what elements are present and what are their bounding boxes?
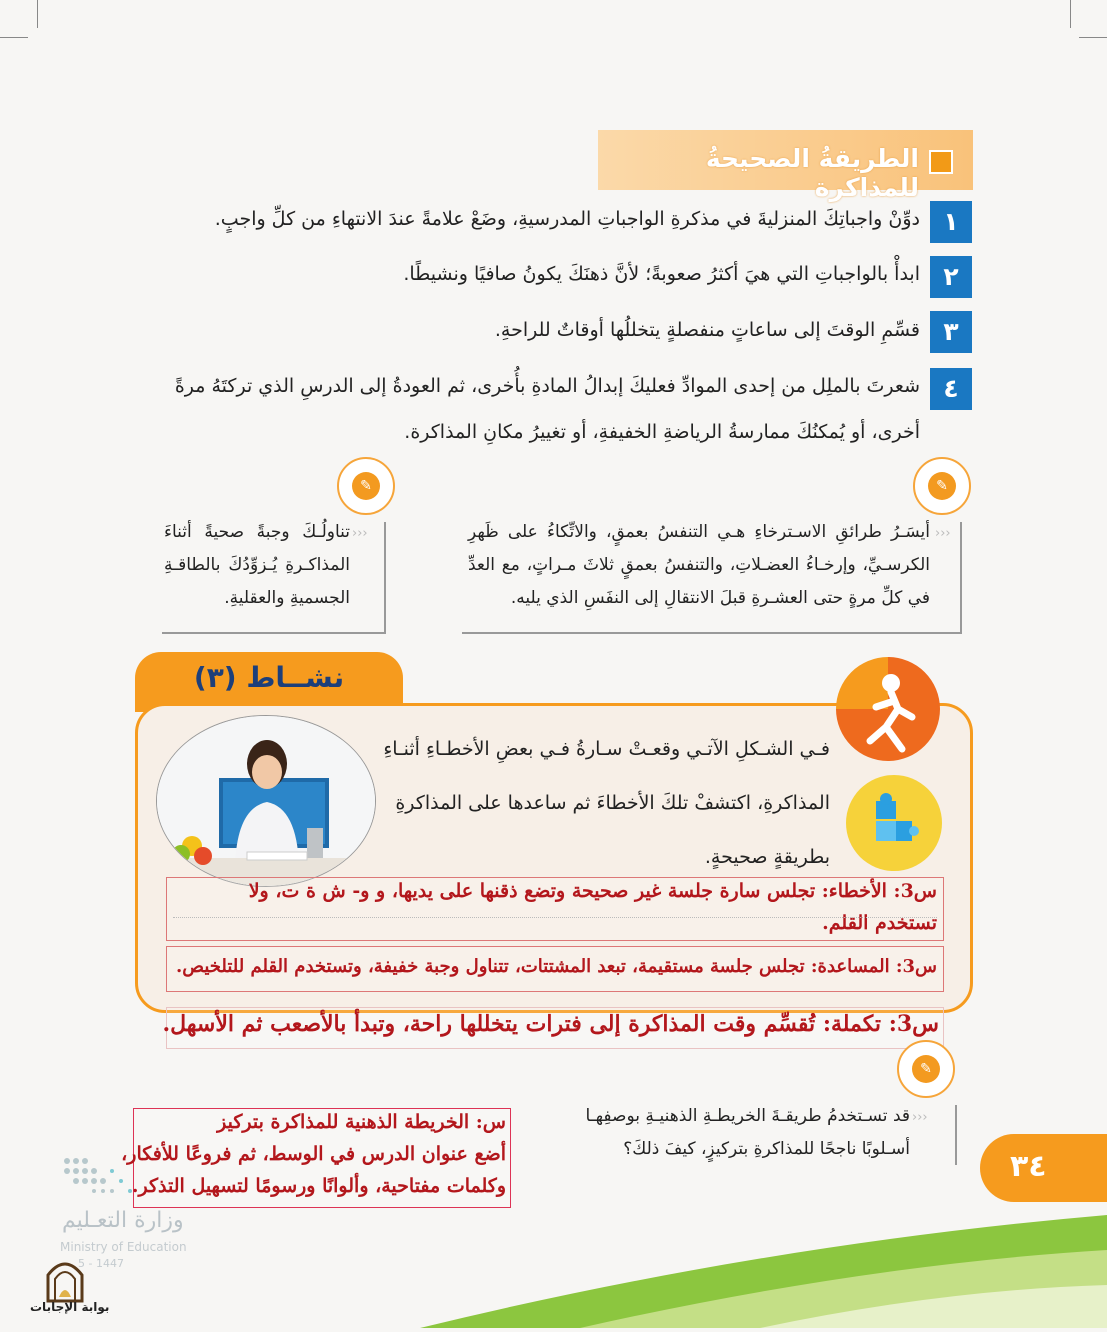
crop-mark [1070,0,1071,28]
tip-text-mindmap: قد تسـتخدمُ طريقـةَ الخريطـةِ الذهنيـةِ بوصفِهـا أسـلوبًا ناجحًا للمذاكرةِ بتركيزٍ، كيفَ ذلكَ؟ [585,1106,910,1159]
portal-label: بوابة الإجابات [30,1300,110,1314]
portal-logo-icon [44,1257,86,1303]
tip-arrows: ››› [352,526,368,541]
square-bullet-icon [929,150,953,174]
decorative-swoosh [380,1195,1107,1328]
answer-complete-label: س3: تكملة: [822,1011,939,1037]
tip-arrows: ››› [912,1110,928,1125]
answer-errors [166,877,944,941]
section-title: الطريقةُ الصحيحةُ للمذاكرة [705,144,919,202]
step-text-4-line2: أخرى، أو يُمكنُكَ ممارسةُ الرياضةِ الخفيفةِ، أو تغييرُ مكانِ المذاكرة. [404,421,920,443]
step-text-3: قسِّمِ الوقتَ إلى ساعاتٍ منفصلةٍ يتخللُها أوقاتٌ للراحةِ. [494,319,920,341]
step-number-4: ٤ [930,368,972,410]
answer-help [166,946,944,992]
step-number-2: ٢ [930,256,972,298]
ministry-name-english: Ministry of Education [60,1240,187,1254]
answer-mindmap-line3: وكلمات مفتاحية، وألوانًا ورسومًا لتسهيل التذكر. [131,1175,506,1197]
section-title-bar [598,130,973,202]
crop-mark [1079,37,1107,38]
answer-help-label: س3: المساعدة: [810,956,937,977]
answer-mindmap-line2: أضع عنوان الدرس في الوسط، ثم فروعًا للأفكار، [121,1143,506,1165]
step-number-1: ١ [930,201,972,243]
step-number-3: ٣ [930,311,972,353]
answer-mindmap [121,1108,511,1208]
puzzle-icon [846,775,942,871]
notepad-icon: ✎ [337,457,395,515]
page-number: ٣٤ [980,1134,1107,1202]
crop-mark [0,37,28,38]
answer-mindmap-line1: س: الخريطة الذهنية للمذاكرة بتركيز [217,1111,506,1133]
girl-studying-photo [156,715,376,887]
step-text-2: ابدأْ بالواجباتِ التي هيَ أكثرُ صعوبةً؛ لأنَّ ذهنَكَ يكونُ صافيًا ونشيطًا. [403,263,920,285]
ministry-year: 5 - 1447 [78,1257,124,1270]
balloon-child-icon [828,657,946,761]
ministry-dots-icon [62,1155,172,1205]
activity-text-line2: المذاكرةِ، اكتشفْ تلكَ الأخطاءَ ثم ساعدها على المذاكرةِ [395,792,830,814]
activity-text-line3: بطريقةٍ صحيحةٍ. [704,846,830,868]
tip-text-healthy-meal: تناولُـكَ وجبةً صحيةً أثناءَ المذاكـرةِ يُـزوِّدُكَ بالطاقـةِ الجسميةِ والعقليةِ. [164,522,350,608]
step-text-1: دوِّنْ واجباتِكَ المنزليةَ في مذكرةِ الواجباتِ المدرسيةِ، وضَعْ علامةً عندَ الانتهاءِ من كلِّ واجبٍ. [214,208,920,230]
answer-help-text: تجلس جلسة مستقيمة، تبعد المشتتات، تتناول وجبة خفيفة، وتستخدم القلم للتلخيص. [176,956,805,977]
answer-complete-text: تُقسِّم وقت المذاكرة إلى فترات يتخللها راحة، وتبدأ بالأصعب ثم الأسهل. [162,1011,816,1037]
step-text-4-line1: شعرتَ بالملِل من إحدى الموادِّ فعليكَ إبدالُ المادةِ بأُخرى، ثم العودةُ إلى الدرسِ الذي تركتَهُ مرةً [174,375,920,397]
tip-arrows: ››› [935,526,951,541]
notepad-icon: ✎ [897,1040,955,1098]
tip-text-relaxation: أيسَـرُ طرائقِ الاسـترخاءِ هـي التنفسُ بعمقٍ، والاتِّكاءُ على ظَهرِ الكرسـيِّ، وإرخـاءُ العضـلاتِ، والتنفسُ بعمقٍ ثلاثَ مـراتٍ، مع العدِّ في كلِّ مرةٍ حتى العشـرةِ قبلَ الانتقالِ إلى النفَسِ الذي يليه. [468,522,930,608]
ministry-name-arabic: وزارة التعـليم [62,1208,184,1233]
answer-errors-text2: تستخدم القلم. [822,912,937,934]
answer-complete [162,1007,944,1049]
crop-mark [37,0,38,28]
answer-errors-text: تجلس سارة جلسة غير صحيحة وتضع ذقنها على يديها، و و- ش ة ت، ولا [248,880,816,902]
activity-title: نشــاط (٣) [135,652,403,712]
notepad-icon: ✎ [913,457,971,515]
answer-errors-label: س3: الأخطاء: [821,880,937,902]
activity-text-line1: فـي الشـكلِ الآتـي وقعـتْ سـارةُ فـي بعضِ الأخطـاءِ أثنـاءِ [383,738,830,760]
